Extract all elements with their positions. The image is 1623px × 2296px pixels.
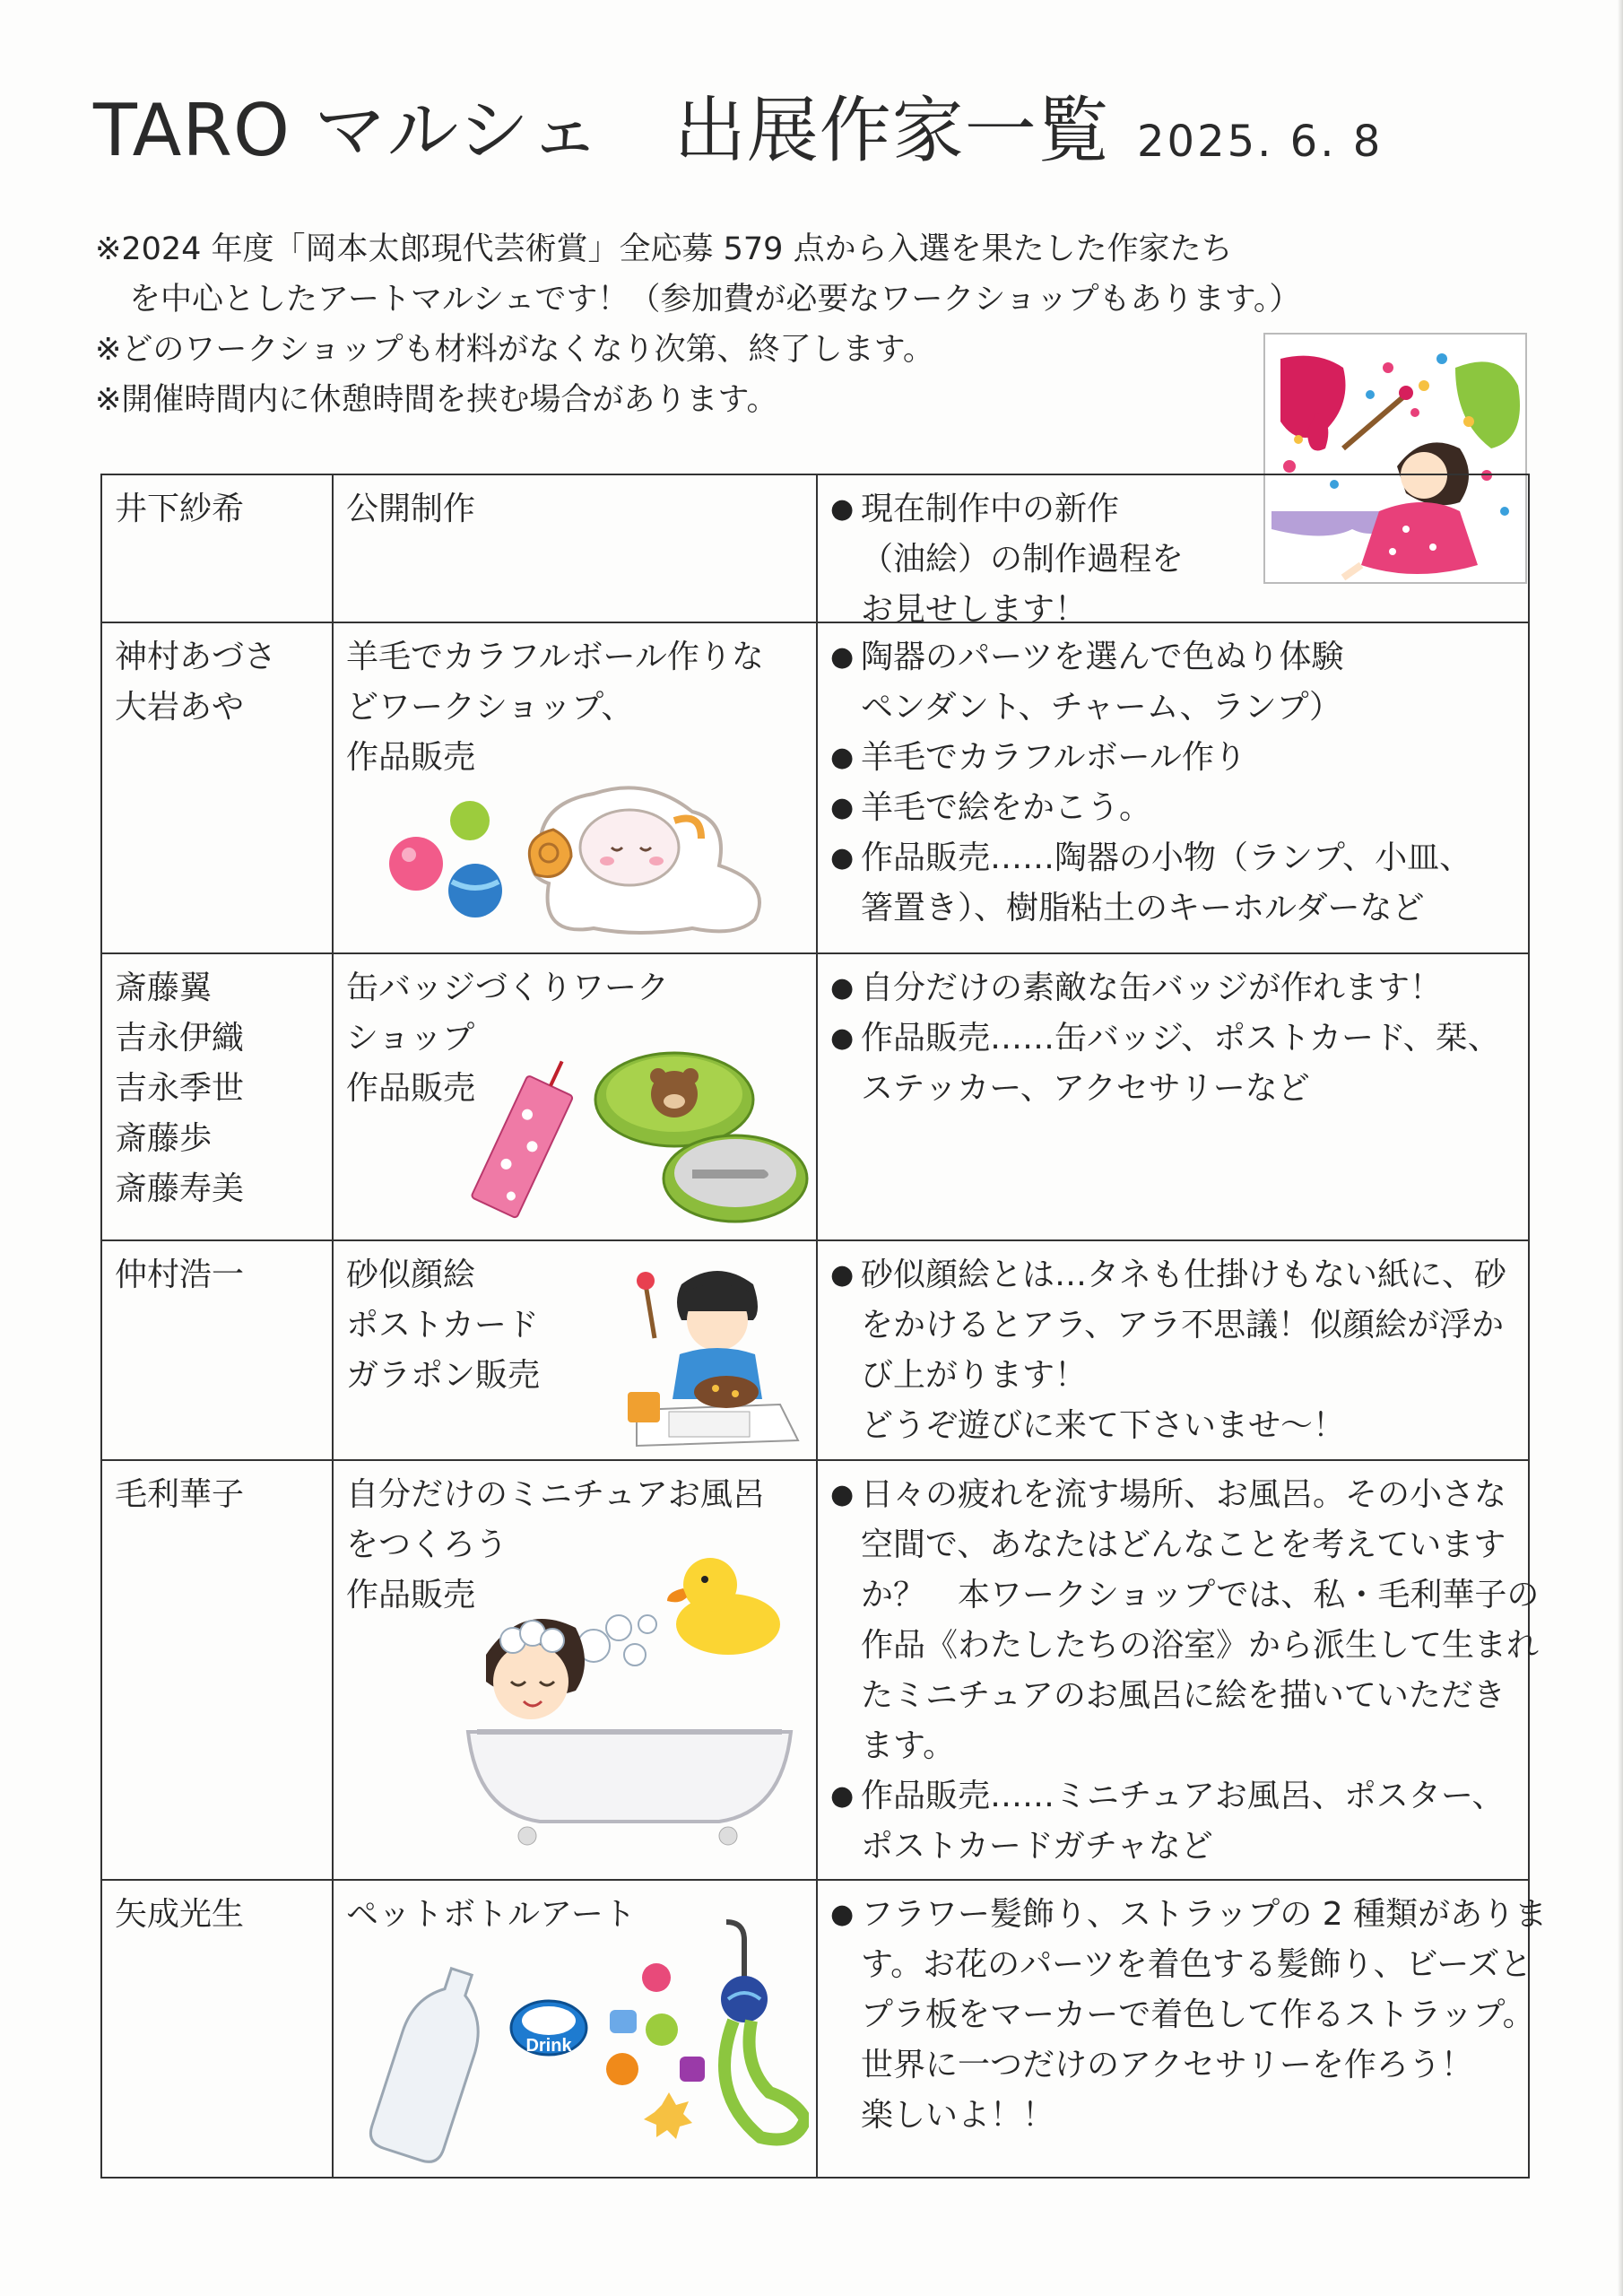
artist-name: 斎藤歩 — [115, 1120, 213, 1157]
activity-line: 羊毛でカラフルボール作りな — [346, 639, 764, 675]
activity-cell — [334, 1881, 818, 2177]
description-line: 羊毛で絵をかこう。 — [861, 789, 1152, 826]
table-row — [102, 475, 1530, 628]
artist-names — [102, 1461, 334, 1879]
description-line: たミニチュアのお風呂に絵を描いていただき — [861, 1677, 1506, 1714]
description-line: 砂似顔絵とは…タネも仕掛けもない紙に、砂 — [861, 1257, 1507, 1293]
activity-line: ショップ — [346, 1020, 475, 1057]
boy-sand-art-icon — [619, 1257, 807, 1450]
list-item — [830, 1771, 1515, 1872]
list-item — [830, 963, 1515, 1013]
bullet-icon: ● — [830, 1780, 855, 1812]
artist-name: 吉永季世 — [115, 1070, 245, 1107]
artist-names — [102, 954, 334, 1239]
list-item — [830, 1890, 1548, 2141]
description-line: 作品販売……ミニチュアお風呂、ポスター、 — [861, 1778, 1505, 1814]
description-line: 日々の疲れを流す場所、お風呂。その小さな — [861, 1476, 1507, 1513]
page-title: TARO マルシェ 出展作家一覧 — [93, 89, 1110, 172]
artist-name: 井下紗希 — [115, 491, 245, 527]
list-item — [830, 733, 1515, 783]
description-line: 自分だけの素敵な缶バッジが作れます！ — [861, 970, 1443, 1006]
table-row — [102, 1241, 1530, 1461]
artist-name: 斎藤翼 — [115, 970, 213, 1006]
description-line: お見せします！ — [861, 591, 1088, 628]
page-edge — [1618, 0, 1623, 2296]
description-line: 作品販売……缶バッジ、ポストカード、栞、 — [861, 1020, 1500, 1057]
description-cell — [818, 1241, 1530, 1459]
woman-bathtub-duck-icon — [459, 1547, 809, 1866]
note-line: を中心としたアートマルシェです！（参加費が必要なワークショップもあります。） — [129, 282, 1301, 317]
bullet-icon: ● — [830, 792, 855, 823]
artist-name: 毛利華子 — [115, 1476, 245, 1513]
activity-line: 自分だけのミニチュアお風呂 — [346, 1476, 765, 1513]
activity-cell — [334, 475, 818, 622]
description-line: 箸置き）、樹脂粘土のキーホルダーなど — [861, 890, 1425, 926]
list-item — [830, 833, 1515, 934]
list-item — [830, 783, 1515, 833]
activity-line: ポストカード — [346, 1307, 539, 1344]
description-line: す。お花のパーツを着色する髪飾り、ビーズと — [861, 1946, 1532, 1983]
activity-line: をつくろう — [346, 1526, 508, 1563]
artist-names — [102, 475, 334, 622]
artist-names — [102, 1241, 334, 1459]
description-line: どうぞ遊びに来て下さいませ～！ — [861, 1407, 1346, 1444]
activity-line: どワークショップ、 — [346, 689, 634, 726]
description-line: プラ板をマーカーで着色して作るストラップ。 — [861, 1996, 1535, 2033]
activity-line: 作品販売 — [346, 1577, 476, 1613]
bullet-icon: ● — [830, 1479, 855, 1510]
note-line: ※2024 年度「岡本太郎現代芸術賞」全応募 579 点から入選を果たした作家たち — [95, 231, 1233, 267]
event-date: 2025. 6. 8 — [1137, 117, 1384, 167]
notes — [95, 224, 1301, 425]
artist-name: 大岩あや — [115, 689, 245, 726]
activity-cell — [334, 623, 818, 952]
list-item — [830, 1013, 1515, 1114]
description-line: をかけるとアラ、アラ不思議！似顔絵が浮か — [861, 1307, 1505, 1344]
list-item — [830, 484, 1515, 635]
description-line: び上がります！ — [861, 1357, 1088, 1394]
bullet-icon: ● — [830, 842, 855, 874]
activity-line: 缶バッジづくりワーク — [346, 970, 670, 1006]
description-line: （油絵）の制作過程を — [861, 541, 1185, 578]
artist-name: 神村あづさ — [115, 639, 277, 675]
bullet-icon: ● — [830, 742, 855, 773]
bullet-icon: ● — [830, 972, 855, 1004]
description-line: 現在制作中の新作 — [861, 491, 1120, 527]
description-line: 陶器のパーツを選んで色ぬり体験 — [861, 639, 1344, 675]
illustration-text: Drink — [525, 2036, 572, 2056]
description-cell — [818, 475, 1530, 628]
activity-cell — [334, 954, 818, 1239]
table-row — [102, 623, 1530, 954]
activity-line: 砂似顔絵 — [346, 1257, 476, 1293]
pet-bottle-beads-strap-icon — [360, 1913, 809, 2173]
description-line: 楽しいよ！！ — [861, 2097, 1055, 2134]
artist-names — [102, 1881, 334, 2177]
table-row — [102, 1461, 1540, 1881]
list-item — [830, 1250, 1515, 1451]
activity-line: ガラポン販売 — [346, 1357, 541, 1394]
description-cell — [818, 1461, 1540, 1879]
description-line: ペンダント、チャーム、ランプ） — [861, 689, 1342, 726]
activity-line: 公開制作 — [346, 491, 476, 527]
artist-name: 吉永伊織 — [115, 1020, 245, 1057]
artist-name: 斎藤寿美 — [115, 1170, 245, 1207]
description-line: フラワー髪飾り、ストラップの 2 種類がありま — [861, 1896, 1548, 1933]
artist-table — [100, 474, 1548, 2179]
description-line: ポストカードガチャなど — [861, 1828, 1213, 1865]
description-line: 世界に一つだけのアクセサリーを作ろう！ — [861, 2047, 1473, 2083]
description-line: 空間で、あなたはどんなことを考えています — [861, 1526, 1506, 1563]
description-line: ます。 — [861, 1727, 956, 1764]
table-row — [102, 954, 1530, 1241]
description-line: 作品《わたしたちの浴室》から派生して生まれ — [861, 1627, 1540, 1664]
activity-line: 作品販売 — [346, 1070, 476, 1107]
description-line: か？ 本ワークショップでは、私・毛利華子の — [861, 1577, 1540, 1613]
activity-line: ペットボトルアート — [346, 1896, 636, 1933]
description-line: 作品販売……陶器の小物（ランプ、小皿、 — [861, 839, 1472, 876]
activity-line: 作品販売 — [346, 739, 476, 776]
artist-names — [102, 623, 334, 952]
description-cell — [818, 623, 1530, 952]
table-row — [102, 1881, 1548, 2179]
activity-cell — [334, 1461, 818, 1879]
bullet-icon: ● — [830, 1899, 855, 1930]
list-item — [830, 1470, 1540, 1771]
description-cell — [818, 1881, 1548, 2177]
artist-name: 矢成光生 — [115, 1896, 245, 1933]
description-line: 羊毛でカラフルボール作り — [861, 739, 1246, 776]
can-badge-bookmark-icon — [468, 1044, 809, 1232]
note-line: ※どのワークショップも材料がなくなり次第、終了します。 — [95, 332, 934, 368]
note-line: ※開催時間内に休憩時間を挟む場合があります。 — [95, 382, 778, 418]
sheep-wool-balls-icon — [369, 776, 791, 937]
bullet-icon: ● — [830, 493, 855, 525]
artist-name: 仲村浩一 — [115, 1257, 245, 1293]
bullet-icon: ● — [830, 1259, 855, 1291]
list-item — [830, 632, 1515, 733]
description-line: ステッカー、アクセサリーなど — [861, 1070, 1310, 1107]
bullet-icon: ● — [830, 641, 855, 673]
activity-cell — [334, 1241, 818, 1459]
bullet-icon: ● — [830, 1022, 855, 1054]
description-cell — [818, 954, 1530, 1239]
